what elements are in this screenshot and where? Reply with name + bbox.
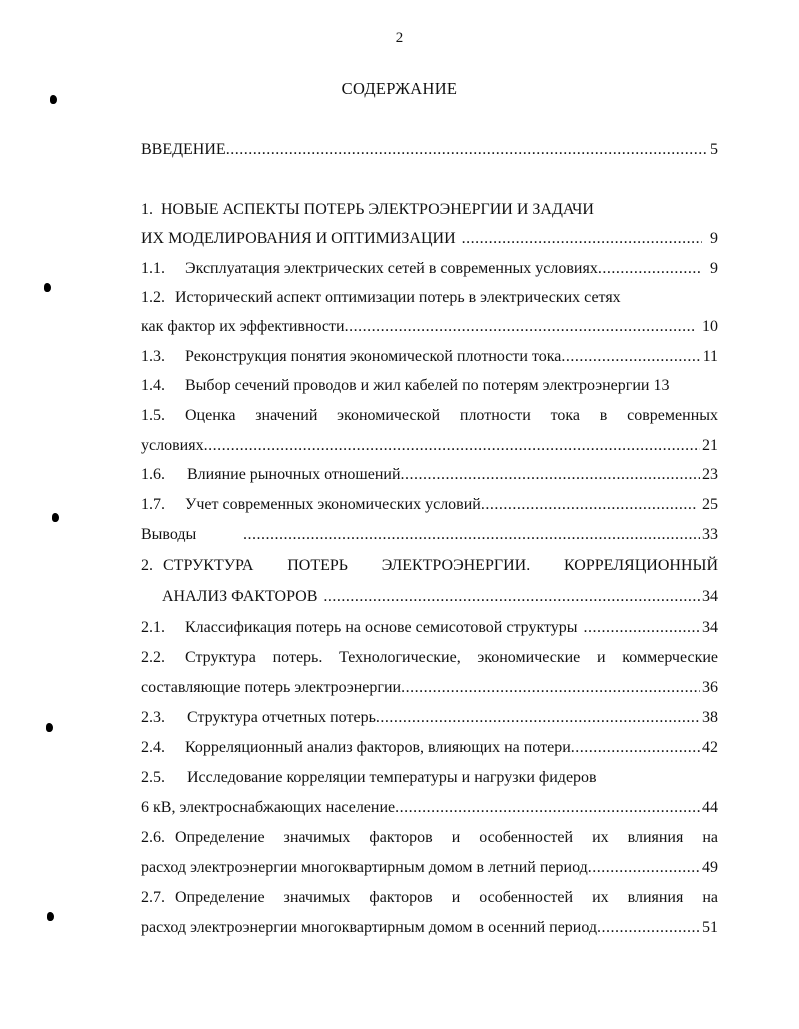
toc-entry-2-6-line-1 <box>141 827 718 849</box>
toc-entry-number: 1.5. <box>141 407 165 424</box>
toc-entry-1-2-line-1 <box>141 287 718 309</box>
toc-entry-text: 6 кВ, электроснабжающих население <box>141 799 396 816</box>
toc-chapter-2-line-1 <box>141 555 718 577</box>
toc-entry-1-1 <box>141 258 718 280</box>
binding-hole-mark <box>50 95 57 104</box>
toc-leader-dots <box>401 464 700 486</box>
toc-entry-page: 9 <box>710 230 718 247</box>
toc-entry-page: 10 <box>702 318 718 335</box>
binding-hole-mark <box>52 513 59 522</box>
toc-entry-text: Реконструкция понятия экономической плотности тока <box>185 348 562 365</box>
toc-entry-number: 2.5. <box>141 769 165 786</box>
toc-entry-number: 2.6. <box>141 829 165 846</box>
toc-entry-number: 2.7. <box>141 889 165 906</box>
toc-chapter-1-line-1 <box>141 199 718 221</box>
toc-leader-dots <box>243 524 700 546</box>
toc-entry-text: Структура потерь. Технологические, экономические и коммерческие <box>185 649 718 666</box>
toc-entry-number: 1.2. <box>141 289 165 306</box>
toc-leader-dots <box>584 617 700 639</box>
toc-entry-page: 51 <box>702 919 718 936</box>
toc-entry-page: 44 <box>702 799 718 816</box>
toc-entry-text: Учет современных экономических условий <box>185 496 481 513</box>
toc-entry-number: 2.3. <box>141 709 165 726</box>
toc-entry-2-2-line-1 <box>141 647 718 669</box>
toc-entry-text: Исторический аспект оптимизации потерь в электрических сетях <box>175 289 621 306</box>
toc-entry-2-5-line-1 <box>141 767 718 789</box>
toc-entry-page: 25 <box>702 496 718 513</box>
toc-entry-text: расход электроэнергии многоквартирным домом в летний период <box>141 859 588 876</box>
toc-chapter-1-line-2 <box>141 228 718 250</box>
toc-entry-number: 2.1. <box>141 619 165 636</box>
toc-entry-2-6-line-2 <box>141 857 718 879</box>
toc-leader-dots <box>395 797 700 819</box>
toc-entry-number: 1.6. <box>141 466 165 483</box>
toc-entry-1-4 <box>141 375 718 397</box>
toc-entry-2-3 <box>141 707 718 729</box>
toc-entry-number: 1.1. <box>141 260 165 277</box>
toc-entry-text: НОВЫЕ АСПЕКТЫ ПОТЕРЬ ЭЛЕКТРОЭНЕРГИИ И ЗАДАЧИ <box>161 201 594 218</box>
toc-leader-dots <box>345 316 696 338</box>
toc-leader-dots <box>571 737 700 759</box>
toc-entry-1-3 <box>141 346 718 368</box>
toc-entry-1-6 <box>141 464 718 486</box>
toc-entry-text: Корреляционный анализ факторов, влияющих на потери <box>185 739 571 756</box>
toc-entry-conclusions <box>141 524 718 546</box>
toc-entry-text: Классификация потерь на основе семисотовой структуры <box>185 619 578 636</box>
toc-entry-page: 23 <box>702 466 718 483</box>
toc-entry-1-2-line-2 <box>141 316 718 338</box>
toc-entry-number: 2.2. <box>141 649 165 666</box>
toc-entry-text: Определение значимых факторов и особенностей их влияния на <box>175 889 718 906</box>
toc-entry-number: 1.7. <box>141 496 165 513</box>
toc-entry-text: ВВЕДЕНИЕ <box>141 141 226 158</box>
toc-entry-page: 5 <box>710 141 718 158</box>
toc-entry-text: Выбор сечений проводов и жил кабелей по потерям электроэнергии <box>185 377 650 394</box>
toc-entry-text: составляющие потерь электроэнергии <box>141 679 402 696</box>
toc-entry-text: условиях <box>141 437 204 454</box>
toc-entry-text: Выводы <box>141 526 197 543</box>
toc-entry-page: 21 <box>702 437 718 454</box>
toc-entry-introduction <box>141 139 718 161</box>
toc-leader-dots <box>588 857 700 879</box>
toc-title: СОДЕРЖАНИЕ <box>341 79 458 98</box>
binding-hole-mark <box>47 912 54 921</box>
toc-entry-text: Исследование корреляции температуры и нагрузки фидеров <box>187 769 597 786</box>
page-number: 2 <box>395 30 404 46</box>
toc-entry-page: 42 <box>702 739 718 756</box>
toc-entry-1-7 <box>141 494 718 516</box>
toc-entry-page: 36 <box>702 679 718 696</box>
toc-entry-number: 1.3. <box>141 348 165 365</box>
toc-leader-dots <box>323 586 700 608</box>
toc-leader-dots <box>226 139 708 161</box>
toc-entry-page: 9 <box>710 260 718 277</box>
toc-entry-2-2-line-2 <box>141 677 718 699</box>
toc-entry-2-7-line-1 <box>141 887 718 909</box>
toc-entry-1-5-line-2 <box>141 435 718 457</box>
toc-leader-dots <box>376 707 700 729</box>
toc-entry-text: Определение значимых факторов и особенностей их влияния на <box>175 829 718 846</box>
toc-chapter-2-line-2 <box>162 586 718 608</box>
toc-entry-page: 38 <box>702 709 718 726</box>
binding-hole-mark <box>44 283 51 292</box>
toc-leader-dots <box>401 677 700 699</box>
toc-entry-2-4 <box>141 737 718 759</box>
toc-entry-text: как фактор их эффективности <box>141 318 345 335</box>
toc-entry-page: 13 <box>653 377 670 394</box>
toc-entry-2-1 <box>141 617 718 639</box>
toc-entry-page: 11 <box>702 348 718 365</box>
toc-leader-dots <box>561 346 700 368</box>
toc-entry-page: 34 <box>702 619 718 636</box>
toc-leader-dots <box>597 917 700 939</box>
toc-leader-dots <box>598 258 700 280</box>
toc-leader-dots <box>462 228 702 250</box>
toc-entry-text: Влияние рыночных отношений <box>187 466 401 483</box>
toc-entry-text: расход электроэнергии многоквартирным домом в осенний период <box>141 919 598 936</box>
toc-entry-text: Оценка значений экономической плотности тока в современных <box>185 407 718 424</box>
toc-entry-2-7-line-2 <box>141 917 718 939</box>
toc-entry-text: СТРУКТУРА ПОТЕРЬ ЭЛЕКТРОЭНЕРГИИ. КОРРЕЛЯЦИОННЫЙ <box>163 557 718 574</box>
toc-entry-number: 1. <box>141 201 153 218</box>
toc-leader-dots <box>481 494 697 516</box>
toc-entry-number: 2.4. <box>141 739 165 756</box>
toc-entry-number: 2. <box>141 557 153 574</box>
toc-entry-text: ИХ МОДЕЛИРОВАНИЯ И ОПТИМИЗАЦИИ <box>141 230 456 247</box>
toc-entry-text: Структура отчетных потерь <box>187 709 376 726</box>
toc-entry-text: АНАЛИЗ ФАКТОРОВ <box>162 588 318 605</box>
binding-hole-mark <box>46 723 53 732</box>
toc-entry-number: 1.4. <box>141 377 165 394</box>
toc-entry-page: 49 <box>702 859 718 876</box>
toc-leader-dots <box>204 435 700 457</box>
toc-entry-page: 33 <box>702 526 718 543</box>
toc-entry-text: Эксплуатация электрических сетей в современных условиях <box>185 260 598 277</box>
toc-entry-2-5-line-2 <box>141 797 718 819</box>
toc-entry-page: 34 <box>702 588 718 605</box>
toc-entry-1-5-line-1 <box>141 405 718 427</box>
